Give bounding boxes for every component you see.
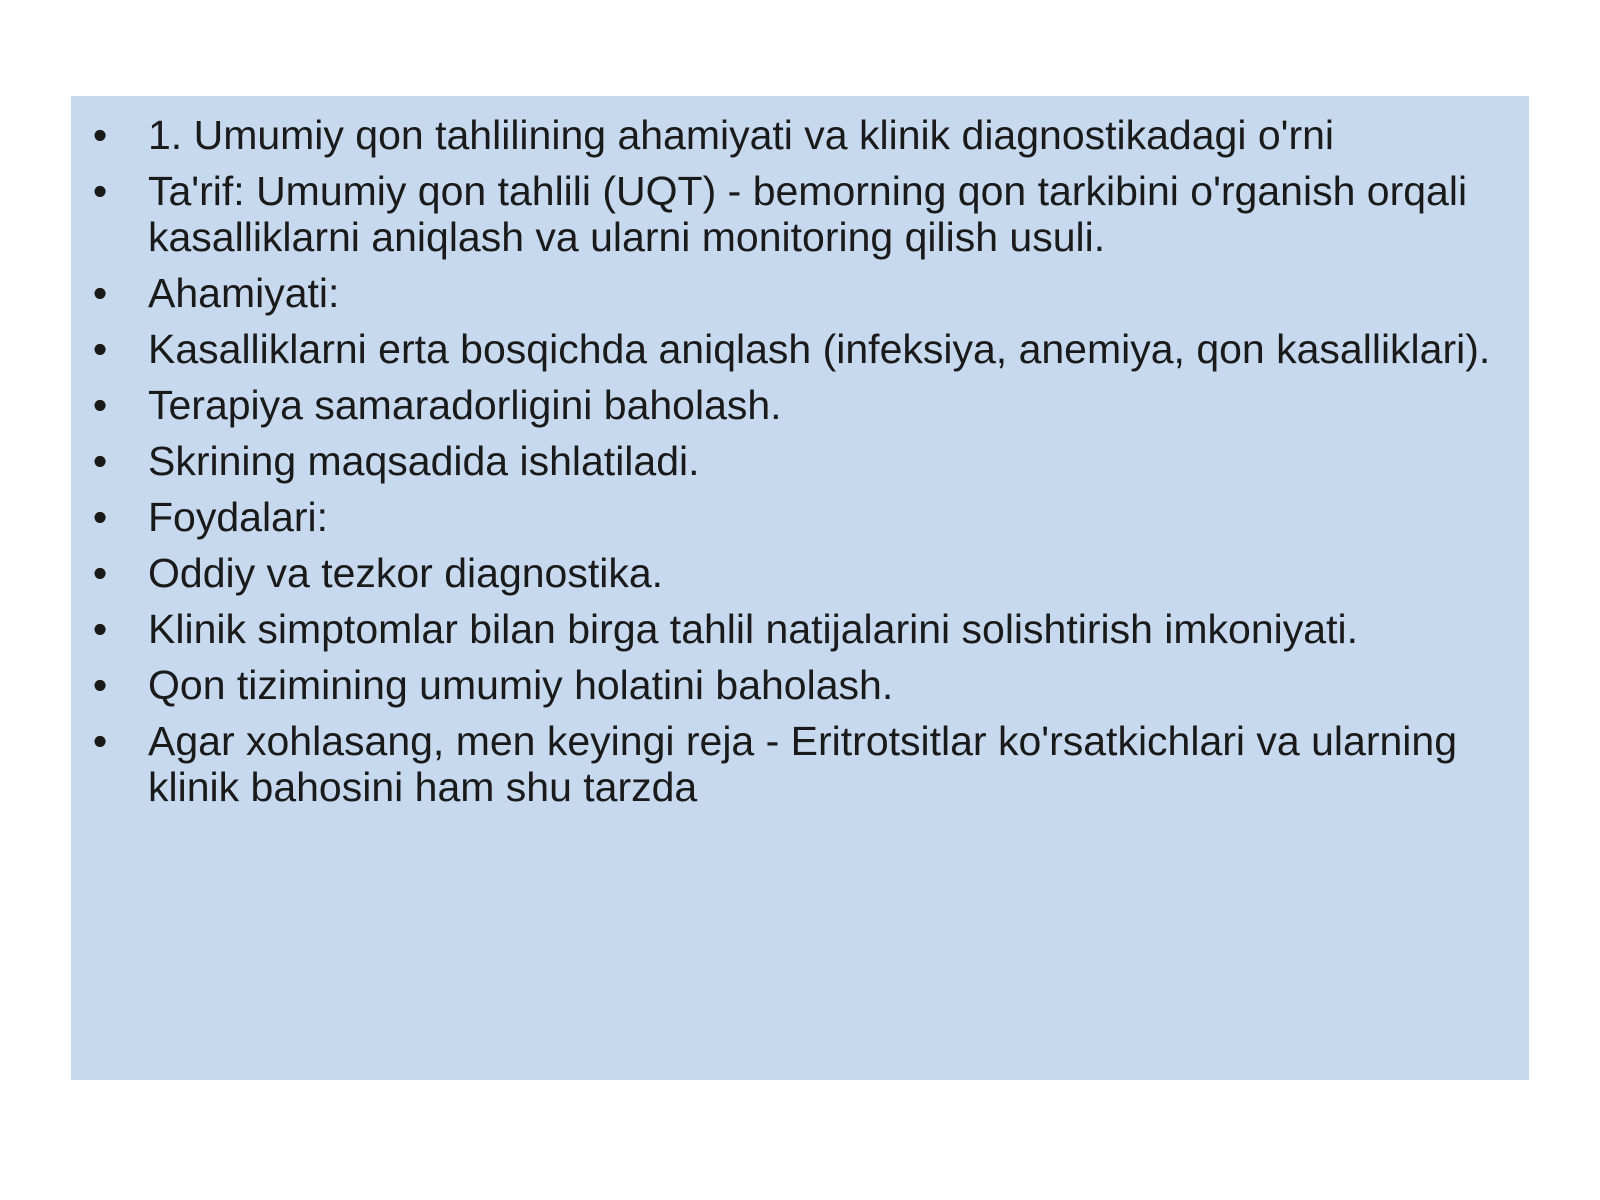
bullet-text: Kasalliklarni erta bosqichda aniqlash (infeksiya, anemiya, qon kasalliklari). — [148, 326, 1491, 372]
bullet-item-11 — [71, 718, 1529, 810]
bullet-list — [71, 112, 1529, 820]
content-text-box — [71, 96, 1529, 1080]
bullet-item-8 — [71, 550, 1529, 596]
bullet-dot-icon: • — [92, 718, 108, 764]
bullet-text: Agar xohlasang, men keyingi reja - Eritrotsitlar ko'rsatkichlari va ularning klinik bahosini ham shu tarzda — [148, 718, 1457, 810]
bullet-item-2 — [71, 168, 1529, 260]
bullet-text: Klinik simptomlar bilan birga tahlil natijalarini solishtirish imkoniyati. — [148, 606, 1358, 652]
bullet-item-7 — [71, 494, 1529, 540]
bullet-item-5 — [71, 382, 1529, 428]
bullet-item-1 — [71, 112, 1529, 158]
bullet-dot-icon: • — [92, 270, 108, 316]
bullet-text: Foydalari: — [148, 494, 329, 540]
bullet-dot-icon: • — [92, 168, 108, 214]
bullet-text: Oddiy va tezkor diagnostika. — [148, 550, 664, 596]
bullet-text: Terapiya samaradorligini baholash. — [148, 382, 782, 428]
bullet-dot-icon: • — [92, 112, 108, 158]
bullet-item-3 — [71, 270, 1529, 316]
bullet-dot-icon: • — [92, 550, 108, 596]
bullet-text: Ahamiyati: — [148, 270, 340, 316]
bullet-item-10 — [71, 662, 1529, 708]
bullet-dot-icon: • — [92, 662, 108, 708]
bullet-dot-icon: • — [92, 382, 108, 428]
bullet-item-9 — [71, 606, 1529, 652]
bullet-text: Skrining maqsadida ishlatiladi. — [148, 438, 700, 484]
bullet-dot-icon: • — [92, 606, 108, 652]
bullet-dot-icon: • — [92, 494, 108, 540]
bullet-dot-icon: • — [92, 326, 108, 372]
bullet-text: 1. Umumiy qon tahlilining ahamiyati va klinik diagnostikadagi o'rni — [148, 112, 1335, 158]
bullet-item-6 — [71, 438, 1529, 484]
bullet-dot-icon: • — [92, 438, 108, 484]
bullet-text: Qon tizimining umumiy holatini baholash. — [148, 662, 894, 708]
bullet-item-4 — [71, 326, 1529, 372]
bullet-text: Ta'rif: Umumiy qon tahlili (UQT) - bemorning qon tarkibini o'rganish orqali kasalliklarni aniqlash va ularni monitoring qilish usuli. — [148, 168, 1468, 260]
